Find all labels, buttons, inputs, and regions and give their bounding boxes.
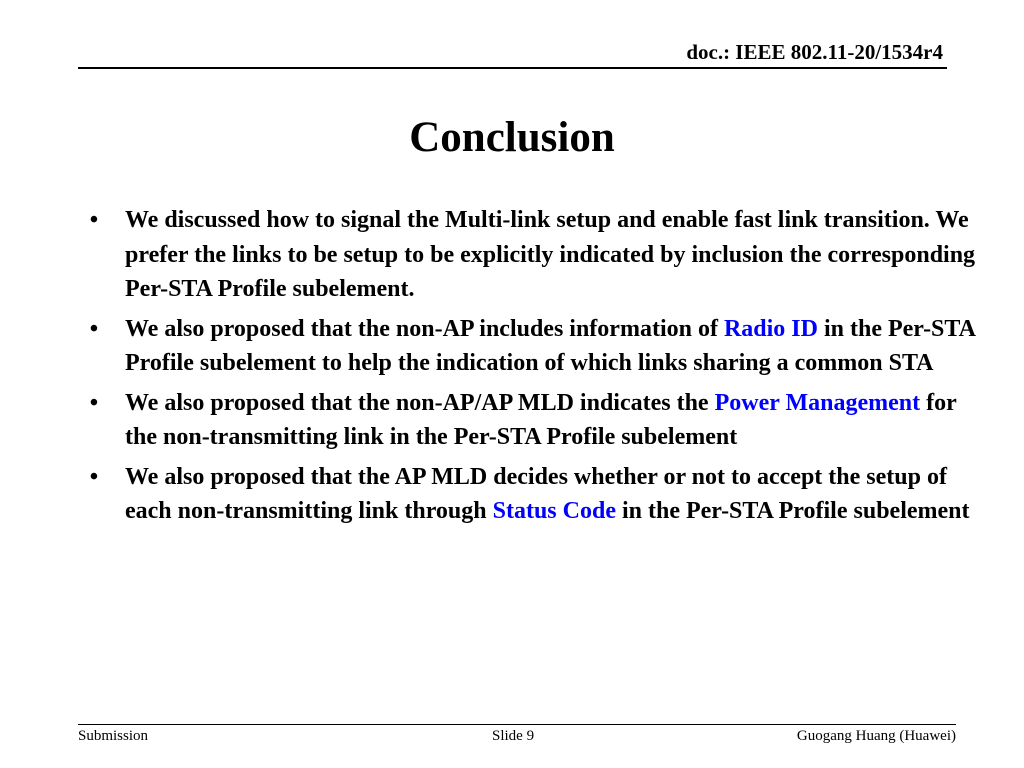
footer-author: Guogang Huang (Huawei) — [796, 728, 956, 744]
bullet-text-before: We also proposed that the non-AP includes information of — [125, 315, 724, 342]
bullet-item-1 — [84, 203, 984, 307]
bullet-item-4 — [84, 460, 984, 529]
footer-divider — [78, 724, 956, 725]
highlight-power-management: Power Management — [714, 389, 921, 416]
bullet-text-before: We also proposed that the non-AP/AP MLD indicates the — [125, 389, 715, 416]
bullet-marker: • — [89, 389, 99, 416]
footer-submission: Submission — [78, 728, 149, 744]
bullet-text-after: in the Per-STA Profile subelement to help the indication of which links sharing a common STA — [125, 315, 975, 376]
bullet-marker: • — [89, 463, 99, 490]
bullet-text: We discussed how to signal the Multi-link setup and enable fast link transition. We prefer the links to be setup to be explicitly indicated by inclusion the corresponding Per-STA Profile subelement. — [125, 207, 976, 302]
bullet-list — [84, 203, 984, 534]
highlight-radio-id: Radio ID — [723, 315, 818, 342]
slide-title: Conclusion — [409, 114, 615, 161]
bullet-item-3 — [84, 386, 984, 455]
bullet-marker: • — [89, 315, 99, 342]
footer-slide-number: Slide 9 — [492, 728, 535, 744]
bullet-text-before: We also proposed that the AP MLD decides whether or not to accept the setup of each non-transmitting link through — [125, 463, 947, 524]
bullet-marker: • — [89, 207, 99, 233]
bullet-text-after: for the non-transmitting link in the Per-STA Profile subelement — [125, 389, 957, 450]
document-id: doc.: IEEE 802.11-20/1534r4 — [686, 40, 943, 64]
bullet-item-2 — [84, 312, 984, 381]
bullet-text-after: in the Per-STA Profile subelement — [615, 498, 970, 524]
highlight-status-code: Status Code — [492, 498, 616, 524]
header-divider — [78, 67, 947, 69]
